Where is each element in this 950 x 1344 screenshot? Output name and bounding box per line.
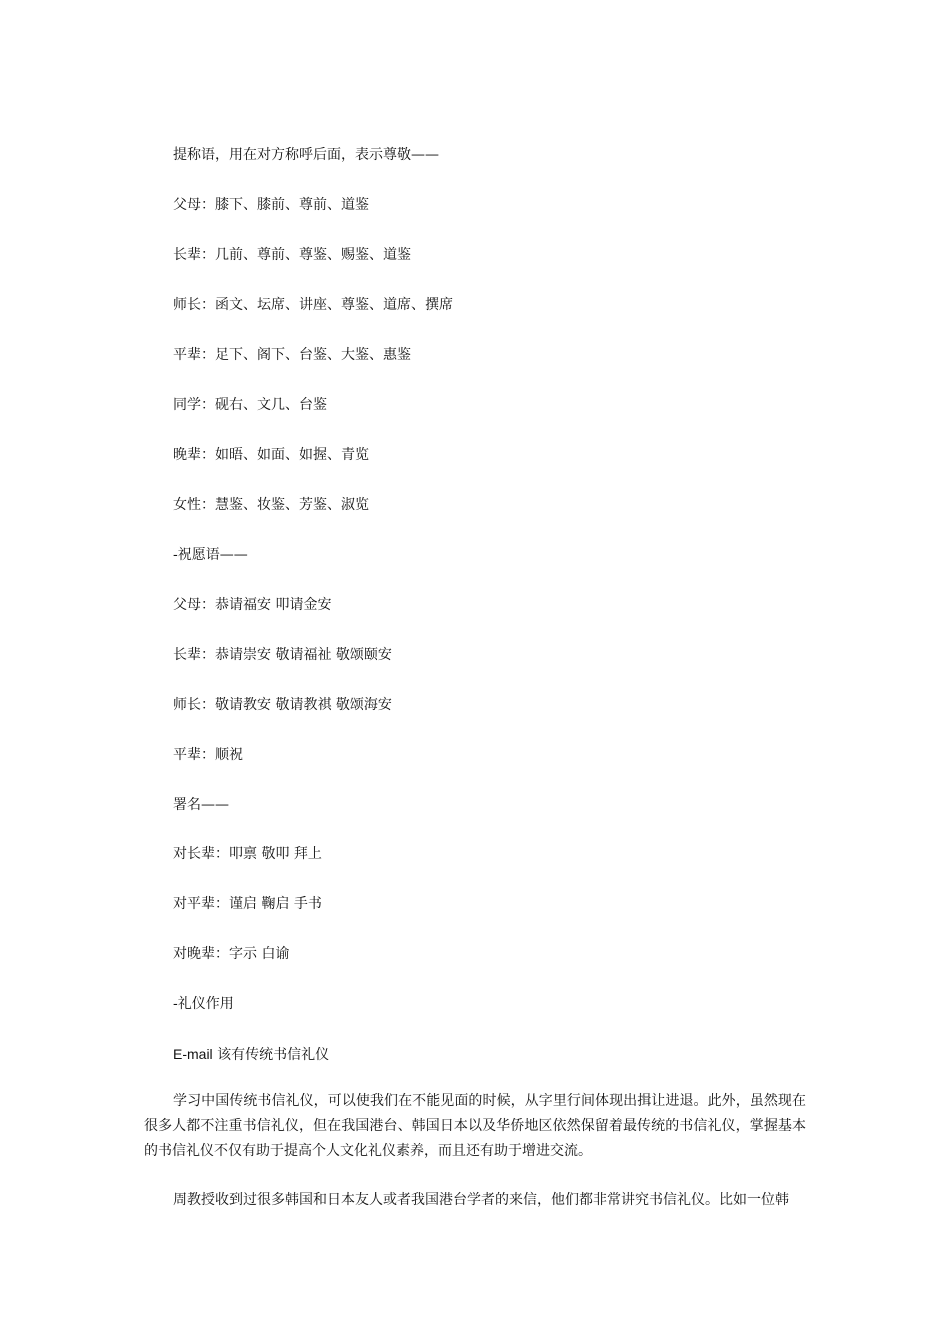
line-signature-peers: 对平辈：谨启 鞠启 手书	[173, 896, 322, 912]
email-heading-prefix: E-mail	[173, 1046, 213, 1062]
line-teachers-wishes: 师长：敬请教安 敬请教祺 敬颂海安	[173, 697, 392, 713]
line-peers-honorific: 平辈：足下、阁下、台鉴、大鉴、惠鉴	[173, 347, 411, 363]
email-heading-rest: 该有传统书信礼仪	[212, 1047, 330, 1063]
line-juniors-honorific: 晚辈：如晤、如面、如握、青览	[173, 447, 369, 463]
line-classmates-honorific: 同学：砚右、文几、台鉴	[173, 397, 327, 413]
line-signature-juniors: 对晚辈：字示 白谕	[173, 946, 290, 962]
email-heading	[173, 1044, 329, 1065]
paragraph-professor-letters: 周教授收到过很多韩国和日本友人或者我国港台学者的来信，他们都非常讲究书信礼仪。比如一位韩	[173, 1192, 789, 1208]
paragraph-etiquette-benefits: 学习中国传统书信礼仪，可以使我们在不能见面的时候，从字里行间体现出揖让进退。此外，虽然现在很多人都不注重书信礼仪，但在我国港台、韩国日本以及华侨地区依然保留着最传统的书信礼仪，掌握基本的书信礼仪不仅有助于提高个人文化礼仪素养，而且还有助于增进交流。	[144, 1093, 806, 1159]
line-women-honorific: 女性：慧鉴、妆鉴、芳鉴、淑览	[173, 497, 369, 513]
line-peers-wishes: 平辈：顺祝	[173, 747, 243, 763]
line-signature-elders: 对长辈：叩禀 敬叩 拜上	[173, 846, 322, 862]
line-parents-honorific: 父母：膝下、膝前、尊前、道鉴	[173, 197, 369, 213]
line-etiquette-heading: -礼仪作用	[173, 996, 234, 1012]
line-elders-wishes: 长辈：恭请崇安 敬请福祉 敬颂颐安	[173, 647, 392, 663]
line-parents-wishes: 父母：恭请福安 叩请金安	[173, 597, 332, 613]
line-signature-heading: 署名——	[173, 797, 229, 813]
line-honorific-intro: 提称语，用在对方称呼后面，表示尊敬——	[173, 147, 439, 163]
line-teachers-honorific: 师长：函文、坛席、讲座、尊鉴、道席、撰席	[173, 297, 453, 313]
line-elders-honorific: 长辈：几前、尊前、尊鉴、赐鉴、道鉴	[173, 247, 411, 263]
line-wishes-heading: -祝愿语——	[173, 547, 248, 563]
